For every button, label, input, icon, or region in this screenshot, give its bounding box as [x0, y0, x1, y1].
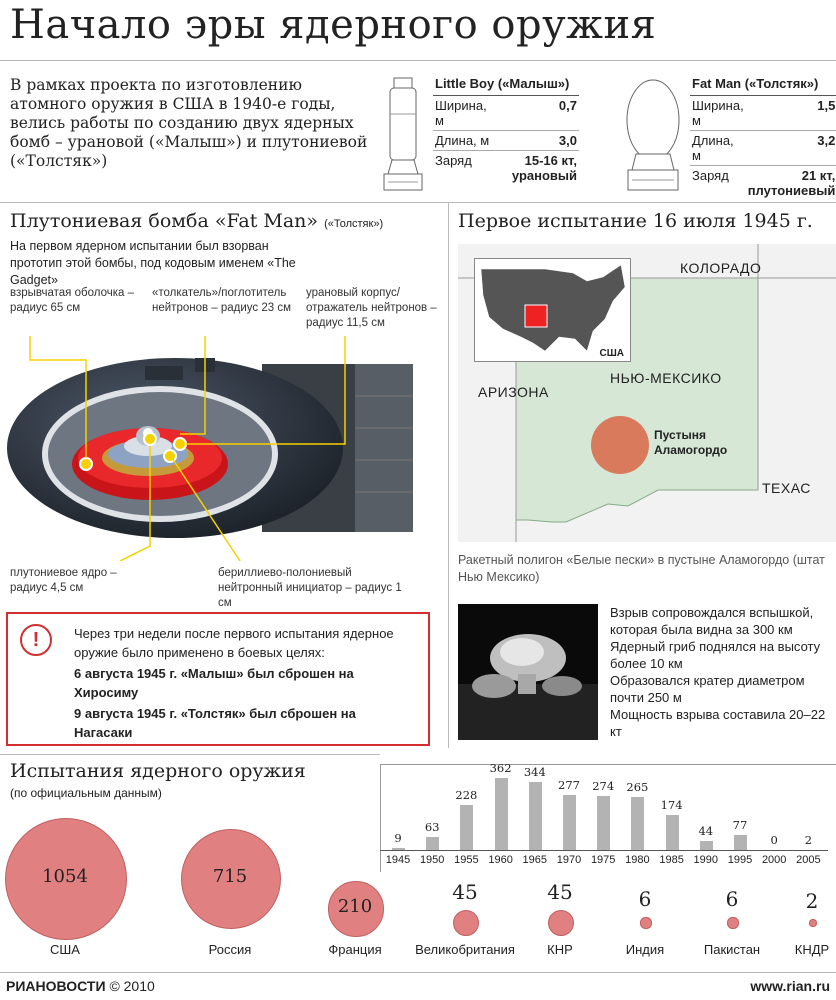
footer-url[interactable]: www.rian.ru: [750, 978, 830, 994]
page-title: Начало эры ядерного оружия: [10, 2, 657, 48]
tests-subtitle: (по официальным данным): [10, 786, 162, 800]
bubble-value-6: 6: [725, 887, 739, 912]
fact-mushroom: Ядерный гриб поднялся на высоту более 10 км: [610, 639, 821, 671]
bar-1975: [597, 796, 610, 850]
bar-value-1990: 44: [698, 824, 714, 838]
warning-content: [74, 624, 414, 742]
bubble-5: [640, 917, 651, 928]
bubble-value-1: 715: [212, 866, 248, 887]
tick-2000: 2000: [761, 854, 787, 866]
tick-1990: 1990: [693, 854, 719, 866]
state-colorado: КОЛОРАДО: [680, 260, 762, 276]
fact-yield: Мощность взрыва составила 20–22 кт: [610, 707, 826, 739]
chart-frame-top: [380, 764, 836, 765]
bubble-4: [548, 910, 575, 937]
state-texas: ТЕХАС: [762, 480, 811, 496]
bar-1995: [734, 835, 747, 850]
bubble-value-2: 210: [337, 896, 373, 917]
label-initiator: бериллиево-полониевый нейтронный инициатор – радиус 1 см: [218, 567, 402, 609]
row-value: 21 кт, плутониевый: [747, 168, 836, 198]
explosion-photo: [458, 604, 598, 740]
footer-year: © 2010: [109, 978, 155, 994]
warning-text: Через три недели после первого испытания ядерное оружие было применено в боевых целях:: [74, 626, 394, 660]
test-section-title: Первое испытание 16 июля 1945 г.: [458, 210, 813, 232]
usa-outline: [475, 259, 630, 361]
site-label: Пустыня Аламогордо: [654, 428, 728, 457]
tick-2005: 2005: [796, 854, 821, 866]
bubble-value-0: 1054: [42, 866, 88, 887]
bar-1990: [700, 841, 713, 850]
divider: [0, 972, 836, 973]
label-tamper: урановый корпус/ отражатель нейтронов – радиус 11,5 см: [306, 287, 437, 329]
bubble-value-7: 2: [805, 889, 819, 914]
bubble-value-5: 6: [638, 887, 652, 912]
tick-1985: 1985: [659, 854, 684, 866]
row-label: Длина, м: [433, 131, 499, 151]
bubble-label-7: КНДР: [794, 942, 830, 957]
fact-flash: Взрыв сопровождался вспышкой, которая была видна за 300 км: [610, 605, 814, 637]
bar-value-1985: 174: [660, 798, 683, 812]
label-explosive-shell: взрывчатая оболочка – радиус 65 см: [10, 287, 134, 314]
bar-value-1945: 9: [394, 831, 402, 845]
divider: [0, 754, 380, 755]
divider: [0, 202, 836, 203]
bar-value-1980: 265: [626, 780, 649, 794]
tick-1970: 1970: [556, 854, 582, 866]
warning-box: [6, 612, 430, 746]
bubble-label-4: КНР: [547, 942, 573, 957]
usa-label: США: [599, 348, 624, 359]
bar-1945: [392, 848, 405, 850]
bubble-label-5: Индия: [625, 942, 665, 957]
tick-1955: 1955: [454, 854, 479, 866]
bubble-label-3: Великобритания: [415, 942, 515, 957]
warning-event-hiroshima: 6 августа 1945 г. «Малыш» был сброшен на Хиросиму: [74, 666, 354, 700]
bubble-6: [727, 917, 738, 928]
bubble-label-1: Россия: [208, 942, 252, 957]
explosion-image: [458, 604, 598, 740]
little-boy-bomb-image: [378, 74, 428, 196]
row-value: 3,2: [746, 131, 836, 166]
tick-1995: 1995: [727, 854, 753, 866]
bubble-label-2: Франция: [328, 942, 382, 957]
bar-1985: [666, 815, 679, 850]
tick-1975: 1975: [590, 854, 616, 866]
bomb-section-title-note: («Толстяк»): [324, 218, 384, 230]
tick-1960: 1960: [488, 854, 513, 866]
test-facts: [610, 604, 834, 740]
fat-man-bomb-image: [622, 74, 684, 196]
fat-man-title: Fat Man («Толстяк»): [690, 76, 836, 96]
column-divider: [448, 202, 449, 748]
chart-axis: [380, 850, 828, 851]
row-value: 0,7: [499, 96, 579, 131]
map-caption: Ракетный полигон «Белые пески» в пустыне Аламогордо (штат Нью Мексико): [458, 553, 825, 584]
bubble-value-3: 45: [452, 879, 478, 904]
bomb-section-title: [10, 210, 383, 232]
bar-value-2000: 0: [770, 833, 778, 847]
bar-value-1950: 63: [424, 820, 440, 834]
usa-inset-map: [474, 258, 631, 362]
footer-brand: [6, 978, 155, 994]
row-value: 1,5: [746, 96, 836, 131]
state-arizona: АРИЗОНА: [478, 384, 549, 400]
row-label: Длина, м: [690, 131, 746, 166]
bubble-value-4: 45: [547, 879, 573, 904]
warning-icon: !: [20, 624, 52, 656]
little-boy-title: Little Boy («Малыш»): [433, 76, 579, 96]
bomb-section-title-text: Плутониевая бомба «Fat Man»: [10, 210, 319, 232]
row-label: Ширина, м: [690, 96, 746, 131]
bar-1965: [529, 782, 542, 850]
footer-brand-text: РИАНОВОСТИ: [6, 978, 106, 994]
divider: [0, 60, 836, 61]
tick-1965: 1965: [522, 854, 548, 866]
fact-crater: Образовался кратер диаметром почти 250 м: [610, 673, 805, 705]
bar-value-1970: 277: [558, 778, 580, 792]
fat-man-cutaway-image: [0, 336, 440, 561]
row-label: Ширина, м: [433, 96, 499, 131]
state-new-mexico: НЬЮ-МЕКСИКО: [610, 370, 722, 386]
row-value: 15-16 кт, урановый: [511, 153, 577, 183]
bar-1980: [631, 797, 644, 850]
bar-1960: [495, 778, 508, 850]
bubble-label-0: США: [50, 942, 80, 957]
bar-value-1975: 274: [592, 779, 615, 793]
bubble-7: [809, 919, 816, 926]
bar-value-1995: 77: [732, 818, 748, 832]
little-boy-table: [433, 76, 579, 185]
bar-1955: [460, 805, 473, 850]
bar-1950: [426, 837, 439, 850]
bar-value-1960: 362: [489, 761, 512, 775]
row-value: 3,0: [499, 131, 579, 151]
site-marker: [591, 416, 649, 474]
tests-title: Испытания ядерного оружия: [10, 760, 306, 782]
warning-event-nagasaki: 9 августа 1945 г. «Толстяк» был сброшен на Нагасаки: [74, 706, 356, 740]
bomb-section-desc: На первом ядерном испытании был взорван прототип этой бомбы, под кодовым именем «The Gadget»: [10, 239, 296, 287]
bar-value-1955: 228: [455, 788, 478, 802]
tick-1950: 1950: [419, 854, 445, 866]
fat-man-table: [690, 76, 836, 200]
bar-value-1965: 344: [523, 765, 546, 779]
intro-text: В рамках проекта по изготовлению атомного оружия в США в 1940-е годы, велись работы по созданию двух ядерных бомб – урановой («Малыш») и плутониевой («Толстяк»): [10, 76, 368, 170]
map: [458, 244, 836, 542]
bubble-label-6: Пакистан: [703, 942, 761, 957]
bubble-3: [453, 910, 480, 937]
tick-1980: 1980: [625, 854, 650, 866]
bar-value-2005: 2: [804, 833, 813, 847]
tick-1945: 1945: [385, 854, 411, 866]
label-pusher: «толкатель»/поглотитель нейтронов – радиус 23 см: [152, 287, 292, 314]
bar-1970: [563, 795, 576, 850]
row-label: Заряд: [435, 153, 472, 168]
row-label: Заряд: [692, 168, 729, 183]
label-plutonium-core: плутониевое ядро – радиус 4,5 см: [10, 567, 117, 594]
